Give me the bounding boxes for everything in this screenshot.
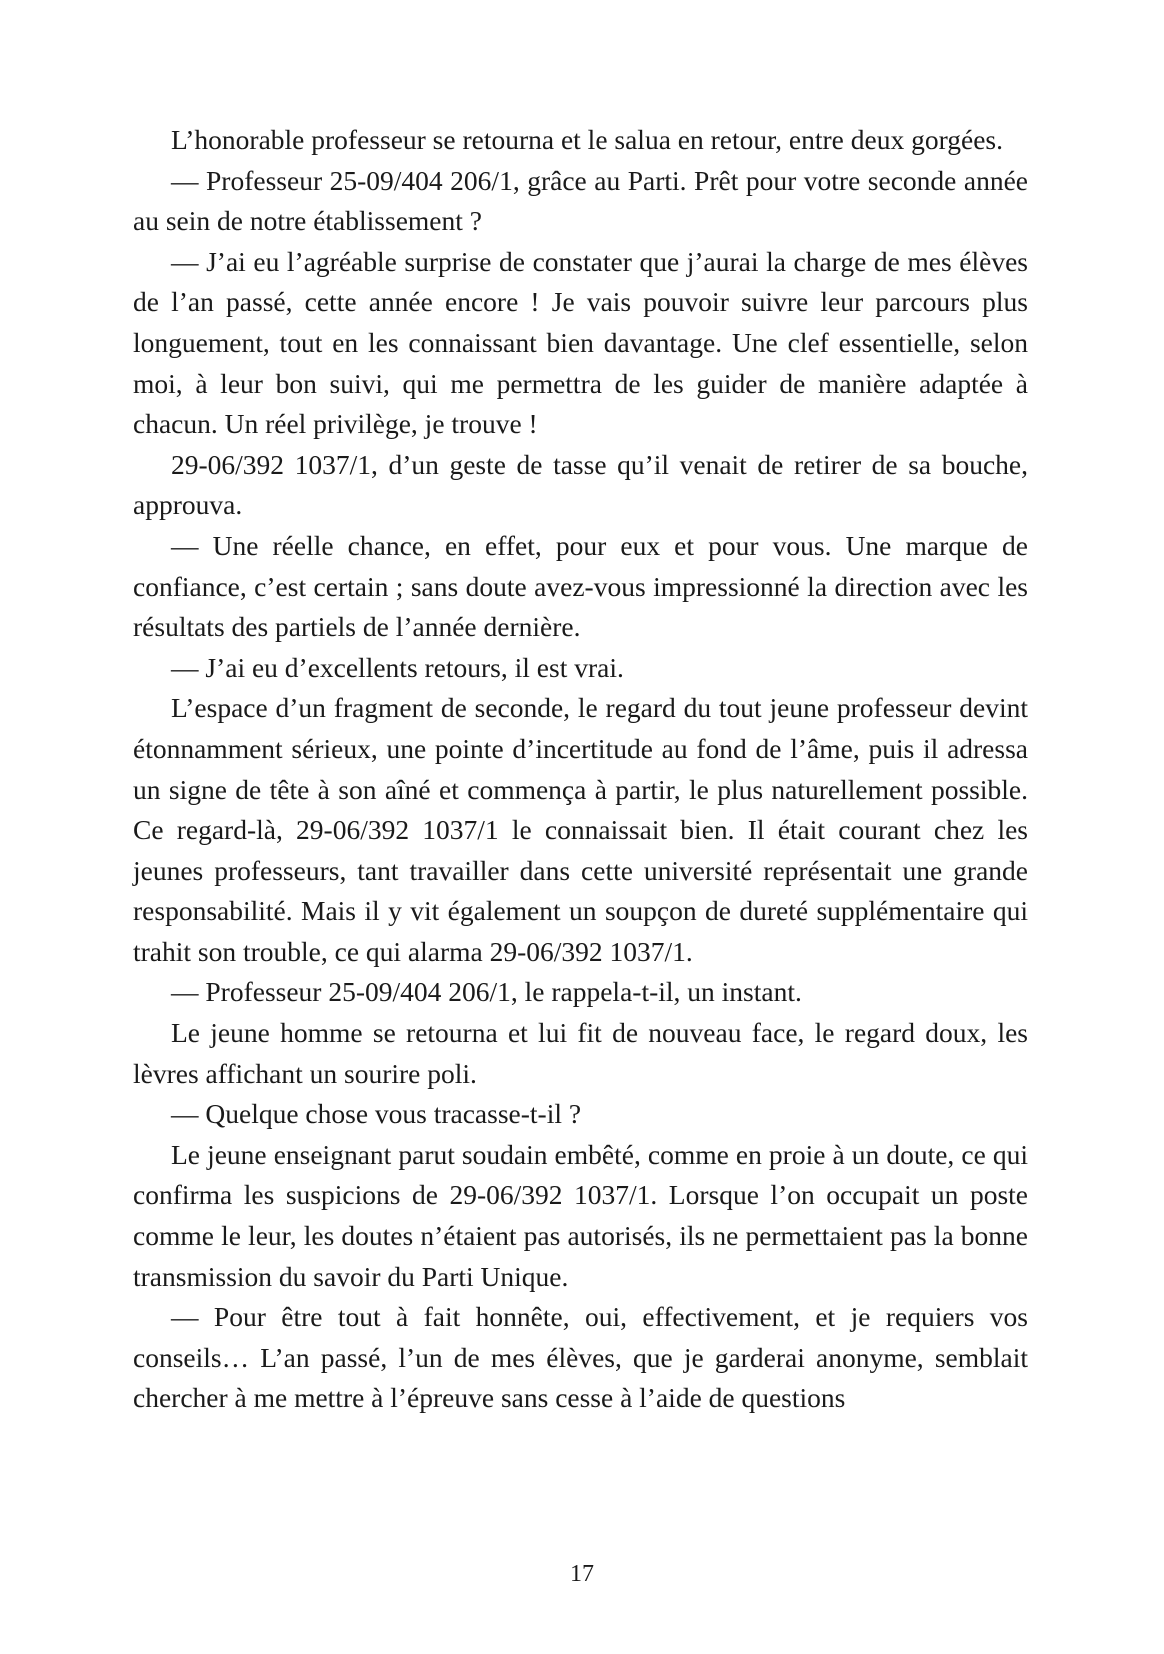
page-number: 17 — [570, 1561, 594, 1587]
page-body — [133, 120, 1028, 1419]
paragraph: Le jeune enseignant parut soudain embêté, comme en proie à un doute, ce qui confirma les suspicions de 29-06/392 1037/1. Lorsque l’on occupait un poste comme le leur, les doutes n’étaient pas autorisés, ils ne permettaient pas la bonne transmission du savoir du Parti Unique. — [133, 1138, 1028, 1292]
paragraph: — Professeur 25-09/404 206/1, le rappela-t-il, un instant. — [171, 976, 802, 1008]
paragraph: 29-06/392 1037/1, d’un geste de tasse qu’il venait de retirer de sa bouche, approuva. — [133, 448, 1028, 521]
paragraph: Le jeune homme se retourna et lui fit de nouveau face, le regard doux, les lèvres affichant un sourire poli. — [133, 1017, 1028, 1089]
paragraph: — Professeur 25-09/404 206/1, grâce au Parti. Prêt pour votre seconde année au sein de notre établissement ? — [133, 164, 1028, 237]
paragraph: L’espace d’un fragment de seconde, le regard du tout jeune professeur devint étonnamment sérieux, une pointe d’incertitude au fond de l’âme, puis il adressa un signe de tête à son aîné et commença à partir, le plus naturellement possible. Ce regard-là, 29-06/392 1037/1 le connaissait bien. Il était courant chez les jeunes professeurs, tant travailler dans cette université représentait une grande responsabilité. Mais il y vit également un soupçon de dureté supplémentaire qui trahit son trouble, ce qui alarma 29-06/392 1037/1. — [133, 692, 1028, 967]
paragraph: — Pour être tout à fait honnête, oui, effectivement, et je requiers vos conseils… L’an passé, l’un de mes élèves, que je garderai anonyme, semblait chercher à me mettre à l’épreuve sans cesse à l’aide de questions — [133, 1301, 1028, 1414]
paragraph: L’honorable professeur se retourna et le salua en retour, entre deux gorgées. — [171, 124, 1003, 155]
paragraph: — Une réelle chance, en effet, pour eux et pour vous. Une marque de confiance, c’est certain ; sans doute avez-vous impressionné la direction avec les résultats des partiels de l’année dernière. — [133, 529, 1028, 643]
paragraph: — Quelque chose vous tracasse-t-il ? — [171, 1098, 582, 1130]
paragraph: — J’ai eu l’agréable surprise de constater que j’aurai la charge de mes élèves de l’an passé, cette année encore ! Je vais pouvoir suivre leur parcours plus longuement, tout en les connaissant bien davantage. Une clef essentielle, selon moi, à leur bon suivi, qui me permettra de les guider de manière adaptée à chacun. Un réel privilège, je trouve ! — [133, 245, 1028, 440]
paragraph: — J’ai eu d’excellents retours, il est vrai. — [171, 651, 624, 683]
